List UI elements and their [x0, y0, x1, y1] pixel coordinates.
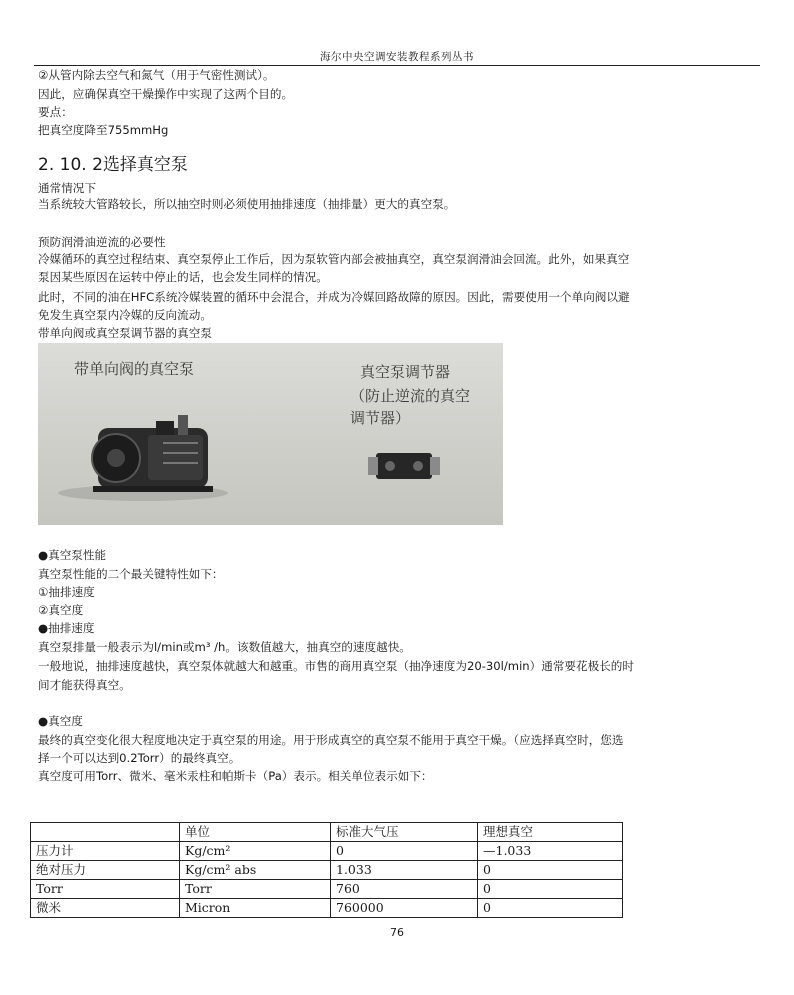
header-rule [34, 65, 760, 66]
text-line: ①抽排速度 [38, 585, 95, 599]
vacuum-pump-photo [38, 343, 503, 525]
text-line: 间才能获得真空。 [38, 678, 131, 692]
text-line: 把真空度降至755mmHg [38, 123, 169, 137]
text-line: 择一个可以达到0.2Torr）的最终真空。 [38, 751, 241, 765]
text-line: 当系统较大管路较长，所以抽空时则必须使用抽排速度（抽排量）更大的真空泵。 [38, 197, 456, 211]
table-cell: —1.033 [478, 842, 623, 861]
text-line: 泵因某些原因在运转中停止的话，也会发生同样的情况。 [38, 270, 328, 284]
vacuum-pump-illustration [38, 343, 503, 525]
table-cell: 微米 [31, 899, 180, 918]
page-header-title: 海尔中央空调安装教程系列丛书 [320, 51, 474, 63]
text-line: ●真空泵性能 [38, 548, 107, 562]
text-line: 要点： [38, 105, 73, 119]
table-cell: Torr [180, 880, 331, 899]
text-line: 免发生真空泵内冷媒的反向流动。 [38, 308, 212, 322]
text-line: 真空度可用Torr、微米、毫米汞柱和帕斯卡（Pa）表示。相关单位表示如下： [38, 769, 433, 783]
table-cell: 1.033 [331, 861, 478, 880]
table-cell: 760000 [331, 899, 478, 918]
table-cell: Kg/cm² abs [180, 861, 331, 880]
photo-caption-regulator-line2: （防止逆流的真空 [350, 387, 471, 405]
text-line: ②真空度 [38, 603, 84, 617]
table-header-cell: 单位 [180, 823, 331, 842]
table-cell: 0 [478, 899, 623, 918]
photo-caption-pump: 带单向阀的真空泵 [74, 360, 195, 378]
table-row [31, 842, 623, 861]
photo-caption-regulator: 真空泵调节器 [360, 363, 451, 381]
page-number: 76 [390, 926, 404, 939]
text-line: 因此，应确保真空干燥操作中实现了这两个目的。 [38, 87, 294, 101]
photo-caption-regulator-line3: 调节器） [350, 409, 411, 427]
text-line: 真空泵排量一般表示为l/min或m³ /h。该数值越大，抽真空的速度越快。 [38, 640, 411, 654]
text-line: 预防润滑油逆流的必要性 [38, 235, 166, 249]
table-cell: 0 [331, 842, 478, 861]
table-cell: Kg/cm² [180, 842, 331, 861]
text-line: 冷媒循环的真空过程结束、真空泵停止工作后，因为泵软管内部会被抽真空，真空泵润滑油会回流。此外，如果真空 [38, 252, 630, 266]
text-line: 一般地说，抽排速度越快，真空泵体就越大和越重。市售的商用真空泵（抽净速度为20-30l/min）通常要花极长的时 [38, 659, 634, 673]
units-table [30, 822, 623, 918]
text-line: ●抽排速度 [38, 621, 95, 635]
text-line: 通常情况下 [38, 181, 96, 195]
table-header-cell: 理想真空 [478, 823, 623, 842]
table-cell: 760 [331, 880, 478, 899]
table-header-cell [31, 823, 180, 842]
table-cell: 绝对压力 [31, 861, 180, 880]
text-line: ②从管内除去空气和氮气（用于气密性测试）。 [38, 68, 275, 82]
table-row [31, 861, 623, 880]
text-line: 最终的真空变化很大程度地决定于真空泵的用途。用于形成真空的真空泵不能用于真空干燥。（应选择真空时，您选 [38, 733, 624, 747]
text-line: ●真空度 [38, 714, 83, 728]
section-heading: 2. 10. 2选择真空泵 [38, 155, 188, 175]
table-cell: 压力计 [31, 842, 180, 861]
table-cell: 0 [478, 861, 623, 880]
table-cell: Micron [180, 899, 331, 918]
text-line: 带单向阀或真空泵调节器的真空泵 [38, 326, 212, 340]
table-row [31, 880, 623, 899]
table-row [31, 899, 623, 918]
text-line: 此时，不同的油在HFC系统冷媒装置的循环中会混合，并成为冷媒回路故障的原因。因此，需要使用一个单向阀以避 [38, 290, 630, 304]
table-header-cell: 标准大气压 [331, 823, 478, 842]
text-line: 真空泵性能的二个最关键特性如下： [38, 567, 224, 581]
table-cell: 0 [478, 880, 623, 899]
table-cell: Torr [31, 880, 180, 899]
table-header-row [31, 823, 623, 842]
